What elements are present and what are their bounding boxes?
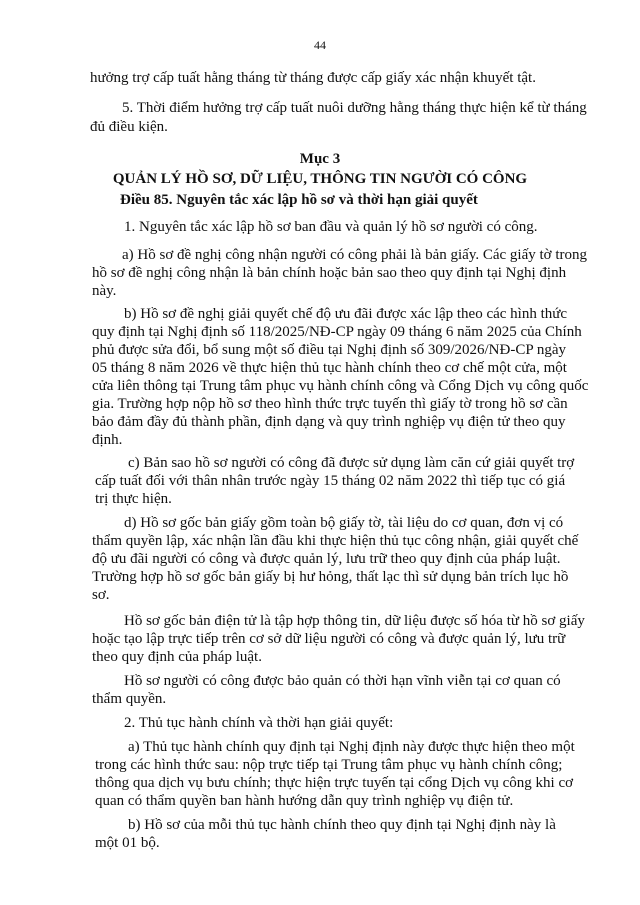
text-line: a) Hồ sơ đề nghị công nhận người có công phải là bản giấy. Các giấy tờ trong xyxy=(122,247,588,263)
text-line: 1. Nguyên tắc xác lập hồ sơ ban đầu và quản lý hồ sơ người có công. xyxy=(124,219,538,235)
text-line: 2. Thủ tục hành chính và thời hạn giải quyết: xyxy=(124,715,394,731)
text-line: a) Thủ tục hành chính quy định tại Nghị định này được thực hiện theo một xyxy=(128,739,575,755)
text-line: độ ưu đãi người có công và được quản lý, lưu trữ theo quy định của pháp luật. xyxy=(92,551,561,567)
text-line: này. xyxy=(92,283,117,299)
text-line: sơ. xyxy=(92,587,110,603)
text-line: Trường hợp hồ sơ gốc bản giấy bị hư hỏng, thất lạc thì sử dụng bản trích lục hồ xyxy=(92,569,569,585)
text-line: cấp tuất đối với thân nhân trước ngày 15 tháng 02 năm 2022 thì tiếp tục có giá xyxy=(95,473,566,489)
text-line: 05 tháng 8 năm 2026 về thực hiện thủ tục hành chính theo cơ chế một cửa, một xyxy=(92,360,567,376)
text-line: thông qua dịch vụ bưu chính; thực hiện trực tuyến tại cổng Dịch vụ công khi cơ xyxy=(95,775,574,791)
text-line: quy định tại Nghị định số 118/2025/NĐ-CP ngày 09 tháng 6 năm 2025 của Chính xyxy=(92,324,582,340)
text-line: Hồ sơ gốc bản điện tử là tập hợp thông tin, dữ liệu được số hóa từ hồ sơ giấy xyxy=(124,613,585,629)
text-line: b) Hồ sơ đề nghị giải quyết chế độ ưu đãi được xác lập theo các hình thức xyxy=(124,306,568,322)
text-line: trong các hình thức sau: nộp trực tiếp tại Trung tâm phục vụ hành chính công; xyxy=(95,757,563,773)
text-line: thẩm quyền. xyxy=(92,691,167,707)
text-line: trị thực hiện. xyxy=(95,491,172,507)
text-line: phủ được sửa đổi, bổ sung một số điều tại Nghị định số 309/2026/NĐ-CP ngày xyxy=(92,342,567,358)
text-line: quan có thẩm quyền ban hành hướng dẫn quy trình nghiệp vụ điện tử. xyxy=(95,793,514,809)
text-line: 5. Thời điểm hưởng trợ cấp tuất nuôi dưỡng hằng tháng thực hiện kể từ tháng xyxy=(122,100,587,116)
text-line: bảo đảm đầy đủ thành phần, định dạng và quy trình nghiệp vụ điện tử theo quy xyxy=(92,414,566,430)
page-number: 44 xyxy=(314,38,326,52)
section-label: Mục 3 xyxy=(299,151,341,167)
article-heading: Điều 85. Nguyên tắc xác lập hồ sơ và thời hạn giải quyết xyxy=(120,192,478,208)
text-line: hưởng trợ cấp tuất hằng tháng từ tháng được cấp giấy xác nhận khuyết tật. xyxy=(90,70,536,86)
text-line: một 01 bộ. xyxy=(95,835,160,851)
text-line: hồ sơ đề nghị công nhận là bản chính hoặc bản sao theo quy định tại Nghị định xyxy=(92,265,567,281)
text-line: d) Hồ sơ gốc bản giấy gồm toàn bộ giấy tờ, tài liệu do cơ quan, đơn vị có xyxy=(124,515,564,531)
text-line: gia. Trường hợp nộp hồ sơ theo hình thức trực tuyến thì giấy tờ trong hồ sơ cần xyxy=(92,396,568,412)
text-line: đủ điều kiện. xyxy=(90,119,168,135)
text-line: theo quy định của pháp luật. xyxy=(92,649,262,665)
text-line: cửa liên thông tại Trung tâm phục vụ hành chính công và Cổng Dịch vụ công quốc xyxy=(92,378,589,394)
text-line: định. xyxy=(92,432,123,448)
section-title: QUẢN LÝ HỒ SƠ, DỮ LIỆU, THÔNG TIN NGƯỜI CÓ CÔNG xyxy=(112,171,528,187)
text-line: b) Hồ sơ của mỗi thủ tục hành chính theo quy định tại Nghị định này là xyxy=(128,817,556,833)
text-line: Hồ sơ người có công được bảo quản có thời hạn vĩnh viễn tại cơ quan có xyxy=(124,673,561,689)
text-line: hoặc tạo lập trực tiếp trên cơ sở dữ liệu người có công và được quản lý, lưu trữ xyxy=(92,631,566,647)
text-line: thẩm quyền lập, xác nhận lần đầu khi thực hiện thủ tục công nhận, giải quyết chế xyxy=(92,533,579,549)
text-line: c) Bản sao hồ sơ người có công đã được sử dụng làm căn cứ giải quyết trợ xyxy=(128,455,575,471)
